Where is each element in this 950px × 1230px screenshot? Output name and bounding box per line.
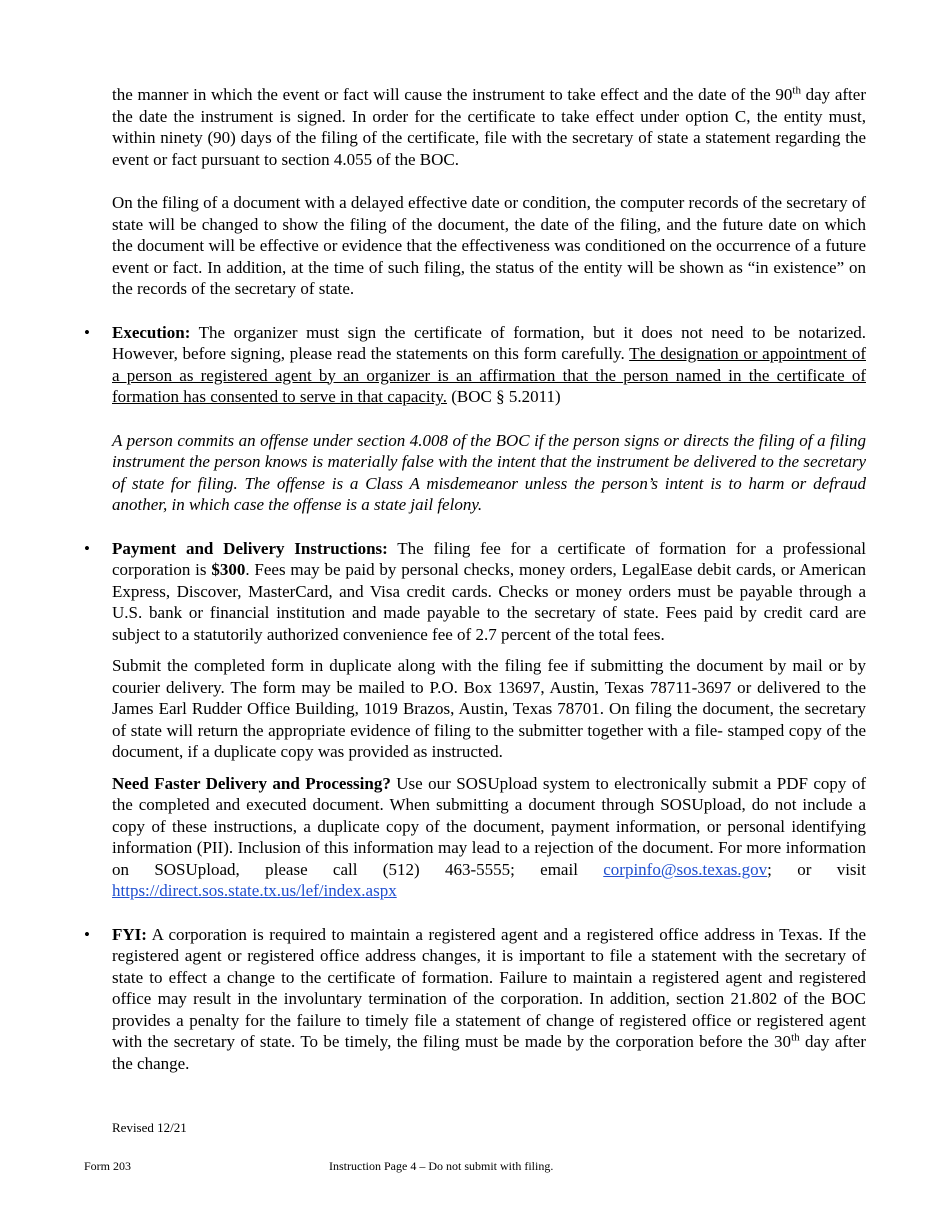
form-number: Form 203 (84, 1159, 132, 1173)
ordinal-suffix: th (792, 84, 801, 97)
execution-heading: Execution: (112, 322, 191, 342)
faster-delivery-text: Use our SOSUpload system to electronically submit a PDF copy of the completed and executed document. When submitting a document through SOSUpload, do not include a copy of these instructions, a duplicate copy of the document, payment information, or personal identifying information (PII). Inclusion of this information may lead to a rejection of the document. For more information on SOSUpload, please call (512) 463-5555; email (112, 773, 866, 879)
instructions-body (84, 84, 867, 1074)
payment-text-cont: . Fees may be paid by personal checks, money orders, LegalEase debit cards, or American Express, Discover, MasterCard, and Visa credit cards. Checks or money orders must be payable through a U.S. bank or financial institution and made payable to the secretary of state. Fees paid by credit card are subject to a statutorily authorized convenience fee of 2.7 percent of the total fees. (112, 560, 867, 644)
bullet-icon: • (84, 924, 90, 944)
fyi-text-cont: day after the change. (112, 1032, 867, 1073)
or-visit-text: ; or visit (767, 859, 866, 879)
offense-warning: A person commits an offense under section 4.008 of the BOC if the person signs or directs the filing of a filing instrument the person knows is materially false with the intent that the instrument be delivered to the secretary of state for filing. The offense is a Class A misdemeanor unless the person’s intent is to harm or defraud another, in which case the offense is a state jail felony. (112, 430, 866, 514)
submit-paragraph: Submit the completed form in duplicate along with the filing fee if submitting the document by mail or by courier delivery. The form may be mailed to P.O. Box 13697, Austin, Texas 78711-3697 or delivered to the James Earl Rudder Office Building, 1019 Brazos, Austin, Texas 78701. On filing the document, the secretary of state will return the appropriate evidence of filing to the submitter together with a file- stamped copy of the document, if a duplicate copy was provided as instructed. (112, 656, 866, 761)
boc-citation: (BOC § 5.2011) (447, 387, 561, 406)
delayed-effective-paragraph: On the filing of a document with a delayed effective date or condition, the computer records of the secretary of state will be changed to show the filing of the document, the date of the filing, and the future date on which the document will be effective or evidence that the effectiveness was conditioned on the occurrence of a future event or fact. In addition, at the time of such filing, the status of the entity will be shown as “in existence” on the records of the secretary of state. (112, 193, 867, 298)
page-footer-note: Instruction Page 4 – Do not submit with filing. (329, 1159, 554, 1173)
payment-paragraph (112, 538, 866, 646)
registered-agent-affirmation: The designation or appointment of a person as registered agent by an organizer is an affirmation that the person named in the certificate of formation has consented to serve in that capacity. (112, 344, 866, 406)
execution-section (84, 322, 866, 516)
payment-text: The filing fee for a certificate of formation for a professional corporation is (112, 538, 867, 579)
execution-paragraph (112, 322, 866, 408)
bullet-icon: • (84, 538, 90, 558)
payment-heading: Payment and Delivery Instructions: (112, 538, 388, 558)
revision-date: Revised 12/21 (112, 1120, 187, 1135)
option-c-paragraph (112, 84, 866, 170)
fyi-heading: FYI: (112, 924, 147, 944)
payment-section (84, 538, 867, 902)
sosupload-link[interactable]: https://direct.sos.state.tx.us/lef/index.aspx (112, 881, 397, 900)
bullet-icon: • (84, 322, 90, 342)
fyi-paragraph (112, 924, 866, 1075)
execution-text: The organizer must sign the certificate of formation, but it does not need to be notarized. However, before signing, please read the statements on this form carefully. (112, 322, 866, 363)
faster-delivery-paragraph (112, 773, 866, 902)
option-c-text: the manner in which the event or fact will cause the instrument to take effect and the date of the 90 (112, 85, 793, 104)
ordinal-suffix: th (791, 1031, 800, 1044)
fyi-section (84, 924, 867, 1075)
fyi-text: A corporation is required to maintain a registered agent and a registered office address in Texas. If the registered agent or registered office address changes, it is important to file a statement with the secretary of state to effect a change to the certificate of formation. Failure to maintain a registered agent and registered office may result in the involuntary termination of the corporation. In addition, section 21.802 of the BOC provides a penalty for the failure to timely file a statement of change of registered office or registered agent with the secretary of state. To be timely, the filing must be made by the corporation before the 30 (112, 924, 866, 1051)
faster-delivery-heading: Need Faster Delivery and Processing? (112, 773, 391, 793)
option-c-text-cont: day after the date the instrument is signed. In order for the certificate to take effect under option C, the entity must, within ninety (90) days of the filing of the certificate, file with the secretary of state a statement regarding the event or fact pursuant to section 4.055 of the BOC. (112, 85, 866, 169)
filing-fee: $300 (211, 560, 246, 579)
email-link[interactable]: corpinfo@sos.texas.gov (603, 859, 768, 879)
